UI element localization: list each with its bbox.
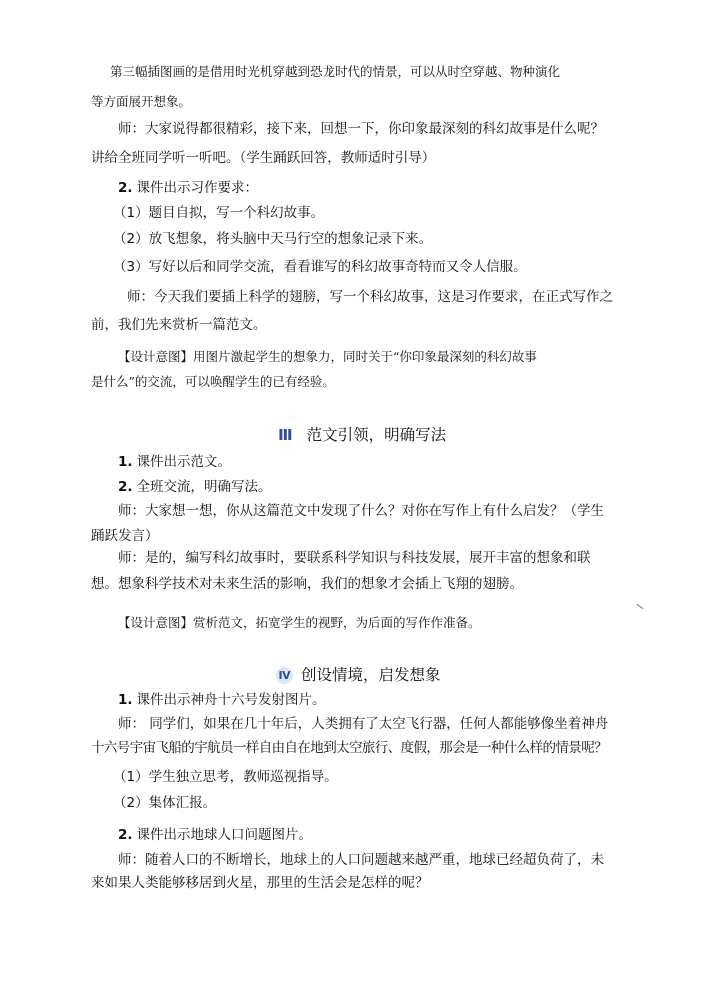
list-item (118, 826, 312, 844)
paragraph-line: 第三幅插图画的是借用时光机穿越到恐龙时代的情景，可以从时空穿越、物种演化 (110, 64, 561, 79)
paragraph-line: 踊跃发言） (91, 528, 159, 544)
list-heading-text: 课件出示习作要求： (136, 180, 259, 196)
paragraph-line: 师：大家想一想，你从这篇范文中发现了什么？对你在写作上有什么启发？（学生 (118, 503, 604, 519)
list-heading (118, 179, 258, 197)
list-item (118, 478, 272, 496)
section-number: Ⅲ (278, 426, 293, 444)
list-number: 1. (118, 692, 133, 708)
list-item: （3）写好以后和同学交流，看看谁写的科幻故事奇特而又令人信服。 (113, 259, 527, 275)
list-item-text: 课件出示地球人口问题图片。 (136, 827, 313, 843)
paragraph-line: 师：随着人口的不断增长，地球上的人口问题越来越严重，地球已经超负荷了，未 (118, 852, 604, 868)
paragraph-line: 来如果人类能够移居到火星，那里的生活会是怎样的呢？ (91, 875, 429, 891)
paragraph-line: 想。想象科学技术对未来生活的影响，我们的想象才会插上飞翔的翅膀。 (91, 576, 523, 592)
paragraph-line: 十六号宇宙飞船的宇航员一样自由自在地到太空旅行、度假，那会是一种什么样的情景呢？ (91, 740, 607, 756)
paragraph-line: 师：是的，编写科幻故事时，要联系科学知识与科技发展，展开丰富的想象和联 (118, 550, 591, 566)
list-item: （2）集体汇报。 (113, 795, 217, 811)
paragraph-line: 等方面展开想象。 (91, 94, 192, 109)
list-item-text: 全班交流，明确写法。 (136, 479, 272, 495)
section-title: 范文引领，明确写法 (306, 426, 447, 444)
paragraph-line: 师： 同学们，如果在几十年后，人类拥有了太空飞行器，任何人都能够像坐着神舟 (118, 716, 609, 732)
stray-mark (636, 604, 643, 609)
list-item: （1）题目自拟，写一个科幻故事。 (113, 205, 325, 221)
paragraph-line: 师：今天我们要插上科学的翅膀，写一个科幻故事，这是习作要求，在正式写作之 (127, 289, 613, 305)
section-title: 创设情境，启发想象 (301, 666, 441, 684)
list-item (118, 453, 231, 471)
list-item: （2）放飞想象，将头脑中天马行空的想象记录下来。 (113, 231, 433, 247)
paragraph-line: 师：大家说得都很精彩，接下来，回想一下，你印象最深刻的科幻故事是什么呢？ (118, 121, 604, 137)
paragraph-line: 前，我们先来赏析一篇范文。 (91, 317, 267, 333)
list-number: 1. (118, 454, 133, 470)
list-item: （1）学生独立思考，教师巡视指导。 (113, 769, 338, 785)
list-number: 2. (118, 827, 133, 843)
list-item-text: 课件出示神舟十六号发射图片。 (136, 692, 326, 708)
section-heading (276, 665, 441, 685)
list-item (118, 691, 326, 709)
section-number: Ⅳ (276, 667, 293, 684)
list-number: 2. (118, 479, 133, 495)
design-intent-line: 【设计意图】用图片激起学生的想象力，同时关于“你印象最深刻的科幻故事 (118, 349, 537, 364)
list-number: 2. (118, 180, 133, 196)
paragraph-line: 讲给全班同学听一听吧。（学生踊跃回答，教师适时引导） (91, 150, 436, 166)
design-intent-line: 【设计意图】赏析范文，拓宽学生的视野，为后面的写作作准备。 (118, 615, 481, 630)
list-item-text: 课件出示范文。 (136, 454, 232, 470)
section-heading (278, 425, 446, 445)
design-intent-line: 是什么”的交流，可以唤醒学生的已有经验。 (91, 374, 335, 389)
